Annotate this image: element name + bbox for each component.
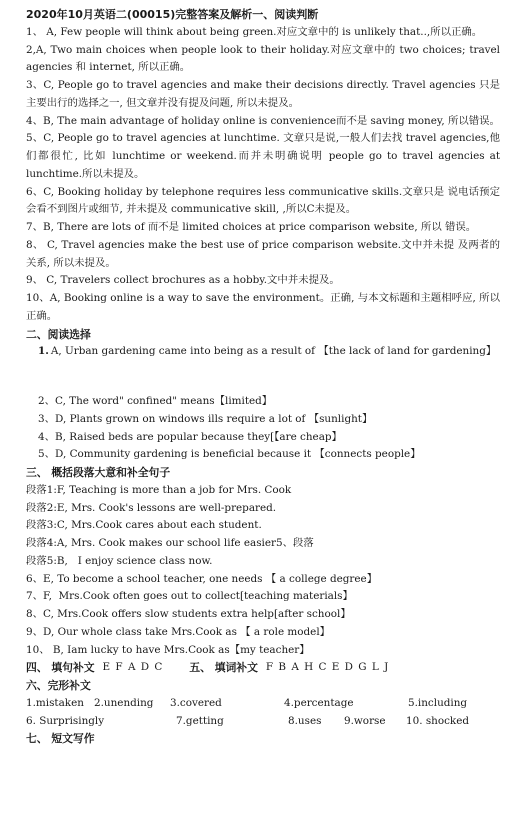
summary-item: 段落3:C, Mrs.Cook cares about each student. [26,519,262,532]
cloze-answer: 10. shocked [406,714,470,727]
choice-item-1 [26,343,500,361]
answer-item-2: 2,A, Two main choices when people look to their holiday.对应文章中的 two choices; travel agencies 和 internet, 所以正确。 [26,43,504,74]
answer-item-5: 5、C, People go to travel agencies at lunchtime. 文章只是说,一般人们去找 travel agencies,他们都很忙, 比如 lunchtime or weekend.而并未明确说明 people go to travel agencies at lunchtime.所以未提及。 [26,132,504,180]
summary-item: 段落4:A, Mrs. Cook makes our school life easier5、段落 [26,537,314,549]
completion-item: 10、 B, Iam lucky to have Mrs.Cook as【my teacher】 [26,643,310,656]
cloze-answer: 7.getting [176,714,224,727]
cloze-answer: 9.worse [344,714,386,727]
section-heading: 三、 概括段落大意和补全句子 [26,466,171,479]
choice-item-3: 3、D, Plants grown on windows ills require a lot of 【sunlight】 [38,412,373,425]
summary-item: 段落2:E, Mrs. Cook's lessons are well-prepared. [26,501,277,514]
section-paragraph-summary [26,464,500,659]
completion-item: 9、D, Our whole class take Mrs.Cook as 【 a role model】 [26,625,331,638]
answer-item-10: 10、A, Booking online is a way to save the environment。正确, 与本文标题和主题相呼应, 所以正确。 [26,292,500,322]
summary-item: 段落5:B, I enjoy science class now. [26,554,213,567]
answer-item-9: 9、 C, Travelers collect brochures as a hobby.文中并未提及。 [26,274,340,287]
answer-item-7: 7、B, There are lots of 而不是 limited choices at price comparison website, 所以 错误。 [26,221,477,233]
completion-item: 7、F, Mrs.Cook often goes out to collect[teaching materials】 [26,590,353,603]
section-reading-judgment [26,24,504,326]
cloze-answer: 1.mistaken [26,696,84,709]
choice-item-2: 2、C, The word" confined" means【limited】 [38,395,273,407]
summary-item: 段落1:F, Teaching is more than a job for Mrs. Cook [26,483,292,496]
answer-item-4: 4、B, The main advantage of holiday online is convenience而不是 saving money, 所以错误。 [26,114,500,127]
document-title: 2020年10月英语二(00015)完整答案及解析一、阅读判断 [26,8,319,21]
cloze-answer: 8.uses [288,714,322,727]
section-heading: 七、 短文写作 [26,732,95,746]
choice-text: A, Urban gardening came into being as a result of 【the lack of land for gardening】 [50,345,497,358]
answer-item-6: 6、C, Booking holiday by telephone requires less communicative skills.文章只是 说电话预定会看不到图片或细节, 并未提及 communicative skill, ,所以C未提及。 [26,185,500,216]
answer-item-1: 1、 A, Few people will think about being green.对应文章中的 is unlikely that..,所以正确。 [26,25,483,38]
answer-item-8: 8、 C, Travel agencies make the best use of price comparison website.文中并未提 及两者的关系, 所以未提及。 [26,238,500,269]
choice-number: 1. [38,345,49,358]
cloze-answer: 5.including [408,696,468,709]
cloze-answer: 3.covered [170,696,222,709]
completion-item: 6、E, To become a school teacher, one needs 【 a college degree】 [26,572,378,585]
answer-document [26,6,504,748]
section-heading: 五、 填词补文 [189,661,258,675]
section-heading: 六、完形补文 [26,679,91,692]
section-fill-in [26,659,500,677]
answer-sequence: F B A H C E D G L J [265,661,390,674]
cloze-answer: 6. Surprisingly [26,714,105,727]
answer-item-3: 3、C, People go to travel agencies and make their decisions directly. Travel agencies 只是主要出行的选择之一, 但文章并没有提及问题, 所以未提及。 [26,79,500,109]
cloze-row [26,713,500,731]
section-heading: 四、 填句补文 [26,661,95,675]
section-heading: 二、阅读选择 [26,327,91,341]
section-cloze [26,677,500,730]
section-reading-choice [26,326,500,465]
cloze-answer: 2.unending [94,696,154,709]
cloze-answer: 4.percentage [284,696,354,709]
completion-item: 8、C, Mrs.Cook offers slow students extra help[after school】 [26,608,351,620]
blank-gap [26,361,500,393]
choice-item-5: 5、D, Community gardening is beneficial because it 【connects people】 [38,448,421,461]
choice-item-4: 4、B, Raised beds are popular because they[【are cheap】 [38,430,342,443]
cloze-row [26,695,500,713]
answer-sequence: E F A D C [102,661,164,674]
